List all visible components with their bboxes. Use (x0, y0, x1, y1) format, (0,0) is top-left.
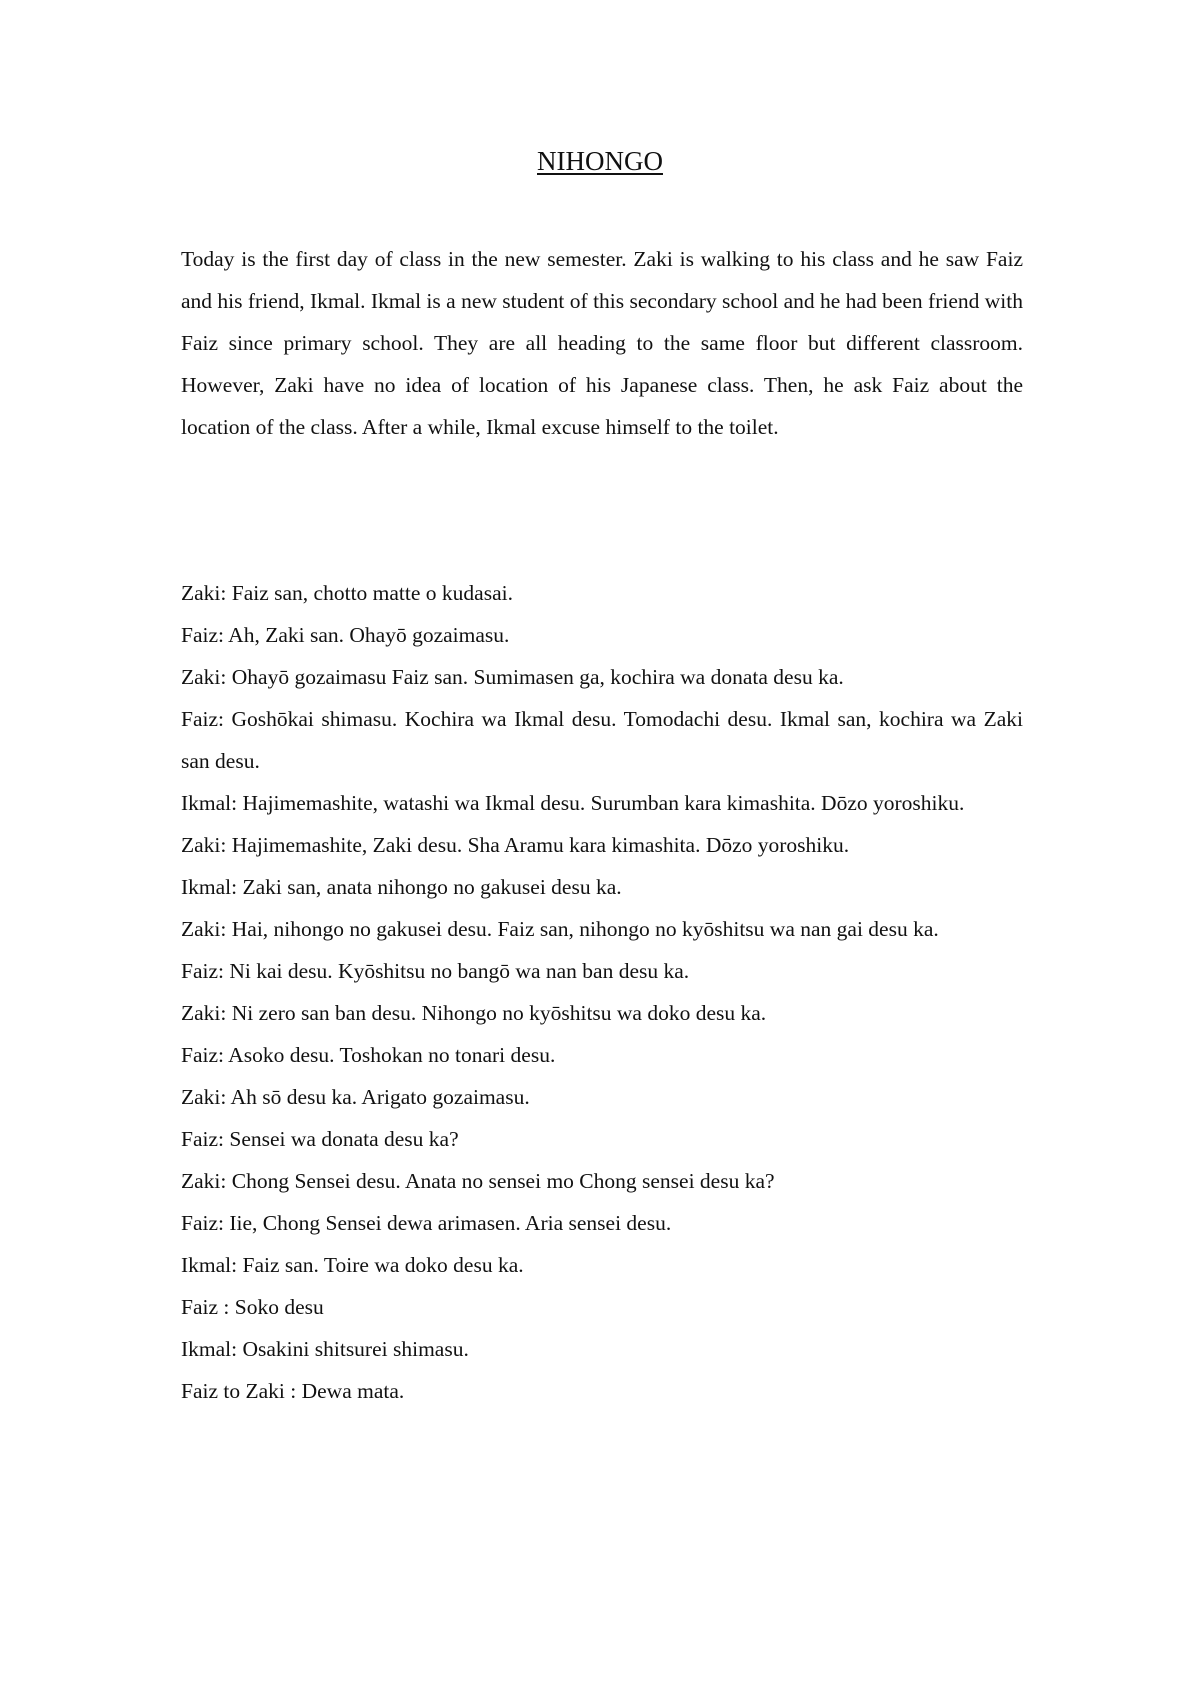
dialogue-line: Zaki: Chong Sensei desu. Anata no sensei mo Chong sensei desu ka? (181, 1169, 775, 1193)
dialogue-line: Faiz: Iie, Chong Sensei dewa arimasen. Aria sensei desu. (181, 1211, 672, 1235)
dialogue-line: Ikmal: Zaki san, anata nihongo no gakusei desu ka. (181, 875, 622, 899)
dialogue-line: Faiz: Ah, Zaki san. Ohayō gozaimasu. (181, 623, 510, 647)
document-title: NIHONGO (537, 146, 663, 176)
dialogue-line: Zaki: Hai, nihongo no gakusei desu. Faiz san, nihongo no kyōshitsu wa nan gai desu ka. (181, 917, 939, 941)
dialogue-line: Zaki: Ni zero san ban desu. Nihongo no kyōshitsu wa doko desu ka. (181, 1001, 767, 1025)
dialogue-line: Zaki: Faiz san, chotto matte o kudasai. (181, 581, 513, 605)
dialogue-line: Zaki: Ohayō gozaimasu Faiz san. Sumimasen ga, kochira wa donata desu ka. (181, 665, 844, 689)
dialogue-line: Faiz: Goshōkai shimasu. Kochira wa Ikmal desu. Tomodachi desu. Ikmal san, kochira wa Zaki san desu. (181, 707, 1023, 773)
dialogue-line: Zaki: Hajimemashite, Zaki desu. Sha Aramu kara kimashita. Dōzo yoroshiku. (181, 833, 850, 857)
dialogue-line: Ikmal: Faiz san. Toire wa doko desu ka. (181, 1253, 524, 1277)
dialogue-line: Ikmal: Osakini shitsurei shimasu. (181, 1337, 469, 1361)
dialogue-list (181, 572, 1023, 1412)
dialogue-line: Ikmal: Hajimemashite, watashi wa Ikmal desu. Surumban kara kimashita. Dōzo yoroshiku. (181, 791, 965, 815)
dialogue-line: Faiz: Ni kai desu. Kyōshitsu no bangō wa nan ban desu ka. (181, 959, 690, 983)
dialogue-line: Faiz to Zaki : Dewa mata. (181, 1379, 405, 1403)
dialogue-line: Faiz : Soko desu (181, 1295, 324, 1319)
intro-paragraph: Today is the first day of class in the new semester. Zaki is walking to his class and he saw Faiz and his friend, Ikmal. Ikmal is a new student of this secondary school and he had been friend with Faiz since primary school. They are all heading to the same floor but different classroom. However, Zaki have no idea of location of his Japanese class. Then, he ask Faiz about the location of the class. After a while, Ikmal excuse himself to the toilet. (181, 247, 1023, 439)
dialogue-line: Zaki: Ah sō desu ka. Arigato gozaimasu. (181, 1085, 530, 1109)
dialogue-line: Faiz: Sensei wa donata desu ka? (181, 1127, 459, 1151)
dialogue-line: Faiz: Asoko desu. Toshokan no tonari desu. (181, 1043, 556, 1067)
